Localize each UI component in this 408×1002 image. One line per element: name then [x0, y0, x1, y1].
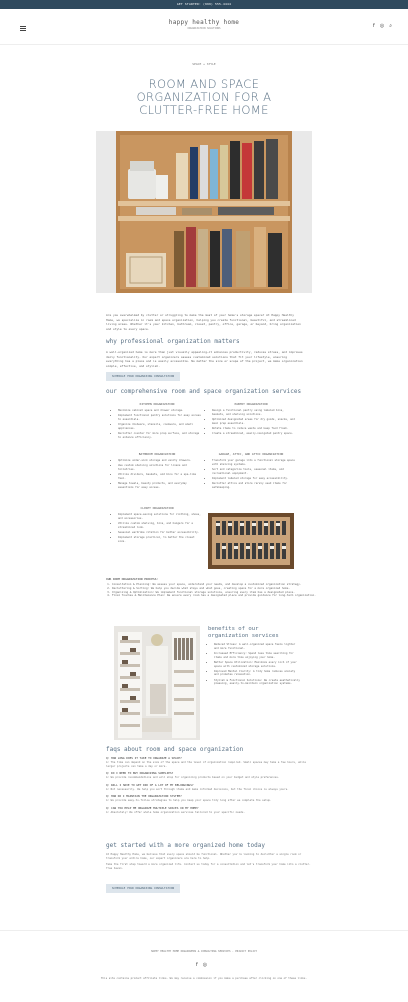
bathroom-title: BATHROOM ORGANIZATION: [138, 452, 176, 456]
list-item: • Optimize under-sink storage and vanity drawers.: [118, 459, 202, 463]
footer-social: [196, 962, 207, 968]
faq-question: Q: WILL I HAVE TO GET RID OF A LOT OF MY BELONGINGS?: [106, 782, 194, 787]
faq-question: Q: CAN YOU HELP ME ORGANIZE MULTIPLE SPACES IN MY HOME?: [106, 805, 199, 810]
faq-answer: A: The time can depend on the size of the space and the level of organization required. Small spaces may take a few hours, while larger projects can take a day or more.: [106, 761, 306, 768]
list-item: • Implement storage practical, to better the closet size.: [118, 536, 202, 543]
list-item: 3. Organizing & Optimization: We implement functional storage solutions, ensuring every item has a designated place.: [112, 591, 316, 595]
list-item: • Utilize dividers, baskets, and bins for a spa-like feel.: [118, 473, 202, 480]
cta-paragraph: At Happy Healthy Home, we believe that every space should be functional. Whether you're looking to declutter a single room or transform your entire home, our expert organizers are here to help.: [106, 853, 302, 860]
why-heading: why professional organization matters: [106, 338, 240, 345]
list-item: • Create a streamlined, easily-navigated pantry space.: [212, 432, 296, 436]
garage-column: [206, 452, 296, 491]
page-title: ROOM AND SPACE ORGANIZATION FOR A CLUTTER-FREE HOME: [136, 77, 272, 117]
top-announcement-bar: [0, 0, 408, 9]
facebook-icon[interactable]: f: [196, 962, 198, 968]
list-item: 4. Final Touches & Maintenance Plan: We ensure every room has a designated place and provide guidance for long-term organization.: [112, 594, 316, 598]
list-item: 1. Consultation & Planning: We assess your space, understand your needs, and develop a customized organization strategy.: [112, 583, 316, 587]
faq-answer: A: Not necessarily. We help you sort through items and make informed decisions, but the final choice is always yours.: [106, 787, 289, 791]
bathroom-column: [112, 452, 202, 491]
hero-cabinet-image: [96, 131, 312, 293]
why-paragraph: A well-organized home is more than just visually appealing—it enhances productivity, reduces stress, and improves daily functionality. Our expert organizers assess customized solutions that fit your lifestyle, ensuring everything has a place and is easily accessible. No matter the size or scope of the project, we make organization simple, effective, and stylish.: [106, 350, 303, 368]
faq-section: [106, 746, 316, 815]
list-item: • Sort and categorize tools, seasonal items, and recreational equipment.: [212, 468, 296, 475]
list-item: • Increased Efficiency: Spend less time searching for items and more time enjoying your home.: [214, 652, 300, 659]
footer-links[interactable]: HAPPY HEALTHY HOME ORGANIZERS & CONSULTING SERVICES · PRIVACY POLICY: [150, 950, 258, 953]
schedule-consultation-button[interactable]: SCHEDULE YOUR ORGANIZING CONSULTATION: [106, 372, 180, 381]
kitchen-column: [112, 402, 202, 441]
site-header: [0, 9, 408, 45]
list-item: • Manage towels, beauty products, and everyday essentials for easy access.: [118, 482, 202, 489]
list-item: • Optimized designated areas for dry goods, snacks, and meal prep essentials.: [212, 418, 296, 425]
list-item: • Rotate items to reduce waste and keep food fresh.: [212, 427, 296, 431]
drawer-organizer-image: [208, 513, 294, 569]
instagram-icon[interactable]: ◎: [379, 23, 385, 29]
schedule-consultation-button-bottom[interactable]: SCHEDULE YOUR ORGANIZING CONSULTATION: [106, 884, 180, 893]
faq-answer: A: We provide recommendations and will shop for organizing products based on your budget and style preferences.: [106, 776, 280, 780]
kitchen-title: KITCHEN ORGANIZATION: [139, 402, 175, 406]
services-heading: our comprehensive room and space organization services: [106, 388, 302, 395]
announcement-text: GET STARTED: (999) 555-4444: [176, 2, 232, 6]
list-item: • Transform your garage into a functional storage space with shelving systems.: [212, 459, 296, 466]
list-item: • Stylish & Functional Solutions: We create aesthetically pleasing, easily-to-maintain organization systems.: [214, 679, 300, 686]
faq-heading: faqs about room and space organization: [106, 746, 244, 753]
instagram-icon[interactable]: ◎: [202, 962, 208, 968]
facebook-icon[interactable]: f: [373, 23, 375, 29]
list-item: • Reduced Stress: A well-organized space feels lighter and more functional.: [214, 643, 300, 650]
search-icon[interactable]: ⌕: [389, 23, 392, 29]
affiliate-disclaimer: This site contains product affiliate links. We may receive a commission if you make a purchase after clicking on one of these links.: [100, 977, 308, 980]
site-logo[interactable]: [154, 19, 254, 30]
list-item: • Use custom shelving solutions for linens and toiletries.: [118, 464, 202, 471]
list-item: • Seasonal wardrobe rotation for better accessibility.: [118, 531, 202, 535]
list-item: • Maximize cabinet space and drawer storage.: [118, 409, 202, 413]
benefits-section: [208, 626, 300, 688]
closet-title: CLOSET ORGANIZATION: [140, 506, 174, 510]
cta-heading: get started with a more organized home today: [106, 842, 265, 849]
list-item: • Organize dishware, utensils, cookware, and small appliances.: [118, 423, 202, 430]
pantry-column: [206, 402, 296, 437]
list-item: 2. Decluttering & Sorting: We help you decide what stays and what goes, creating space for a more organized home.: [112, 587, 316, 591]
intro-paragraph: Are you overwhelmed by clutter or struggling to make the most of your home's storage space? At Happy Healthy Home, we specialize in room and space organization, helping you create functional, beautiful, and streamlined living areas. Whether it's your kitchen, bathroom, closet, pantry, office, garage, or beyond, bring organization and style to every space.: [106, 313, 301, 331]
list-item: • Implement space-saving solutions for clothing, shoes, and accessories.: [118, 513, 202, 520]
walk-in-closet-image: [114, 626, 200, 740]
garage-title: GARAGE, ATTIC, AND ATTIC ORGANIZATION: [218, 452, 284, 456]
faq-question: Q: DO I NEED TO BUY ORGANIZING SUPPLIES?: [106, 771, 174, 776]
list-item: • Better Space Utilization: Maximize every inch of your space with customized storage solutions.: [214, 661, 300, 668]
pantry-title: PANTRY ORGANIZATION: [234, 402, 268, 406]
list-item: • Improved Mental Clarity: A tidy home reduces anxiety and promotes relaxation.: [214, 670, 300, 677]
benefits-heading: benefits of our organization services: [208, 626, 279, 639]
faq-answer: A: We provide easy-to-follow strategies to help you keep your space tidy long after we complete the setup.: [106, 799, 272, 803]
cta-paragraph-2: Take the first step toward a more organized life. Contact us today for a consultation and let's transform your home into a clutter-free haven.: [106, 863, 311, 871]
faq-question: Q: HOW DO I MAINTAIN THE ORGANIZATION SYSTEM?: [106, 794, 182, 799]
faq-answer: A: Absolutely! We offer whole home organization services tailored to your specific needs.: [106, 810, 245, 814]
closet-column: [112, 506, 202, 545]
breadcrumb[interactable]: SPACE + STYLE: [192, 62, 216, 66]
logo-tagline: ORGANIZATION SOLUTIONS: [187, 27, 221, 30]
menu-icon[interactable]: [20, 26, 26, 31]
list-item: • Implement labeled storage for easy accessibility.: [212, 477, 296, 481]
list-item: • Design a functional pantry using labeled bins, baskets, and shelving solutions.: [212, 409, 296, 416]
list-item: • Utilize custom shelving, bins, and hangers for a streamlined look.: [118, 522, 202, 529]
list-item: • Declutter attics and store rarely used items for safekeeping.: [212, 482, 296, 489]
faq-question: Q: HOW LONG DOES IT TAKE TO ORGANIZE A SPACE?: [106, 756, 182, 760]
list-item: • Implement functional pantry solutions for easy access to essentials.: [118, 414, 202, 421]
process-heading: OUR ROOM ORGANIZATION PROCESS:: [106, 577, 159, 581]
logo-name: happy healthy home: [168, 19, 240, 26]
cta-section: [106, 842, 316, 871]
list-item: • Declutter counter for more prep surface, and storage to enhance efficiency.: [118, 432, 202, 439]
process-section: [106, 577, 316, 598]
